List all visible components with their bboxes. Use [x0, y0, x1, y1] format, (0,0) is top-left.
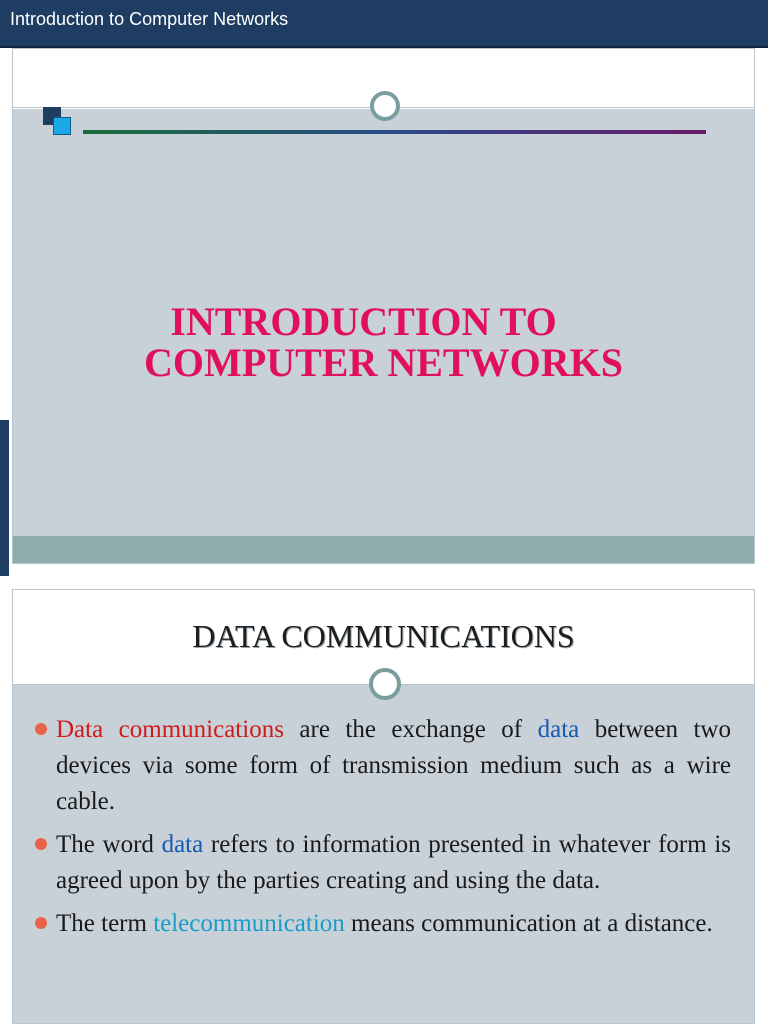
term-data: data [161, 831, 204, 858]
bullet-dot-icon [35, 917, 47, 929]
bullet-dot-icon [35, 838, 47, 850]
circle-ornament-icon [369, 668, 401, 700]
bullet-item [43, 906, 731, 942]
bullet-text: refers to information presented in whatever form is agreed upon by the parties creating and using the data. [56, 831, 731, 894]
slide-title-line2: COMPUTER NETWORKS [144, 340, 623, 385]
circle-ornament-icon [370, 91, 400, 121]
bullet-text: means communication at a distance. [344, 910, 713, 937]
bullet-list [43, 712, 731, 949]
bullet-text: The word [56, 831, 162, 858]
slide-title-line1: INTRODUCTION TO [170, 299, 557, 344]
bullet-item [43, 827, 731, 899]
slide-footer-band [13, 536, 754, 563]
side-accent-bar [0, 420, 9, 576]
term-data: data [537, 716, 580, 743]
document-header [0, 0, 768, 48]
term-telecommunication: telecommunication [153, 910, 345, 937]
square-light-icon [53, 117, 71, 135]
term-data-communications: Data communications [56, 716, 284, 743]
bullet-dot-icon [35, 723, 47, 735]
bullet-item [43, 712, 731, 820]
document-title: Introduction to Computer Networks [10, 9, 289, 29]
bullet-text: are the exchange of [283, 716, 538, 743]
bullet-text: The term [56, 910, 154, 937]
slide-title [12, 48, 755, 564]
slide-data-communications [12, 589, 755, 1024]
bullet-text: between two devices via some form of transmission medium such as a wire cable. [56, 716, 731, 815]
slide-heading: DATA COMMUNICATIONS [192, 618, 575, 654]
gradient-rule [83, 130, 706, 134]
